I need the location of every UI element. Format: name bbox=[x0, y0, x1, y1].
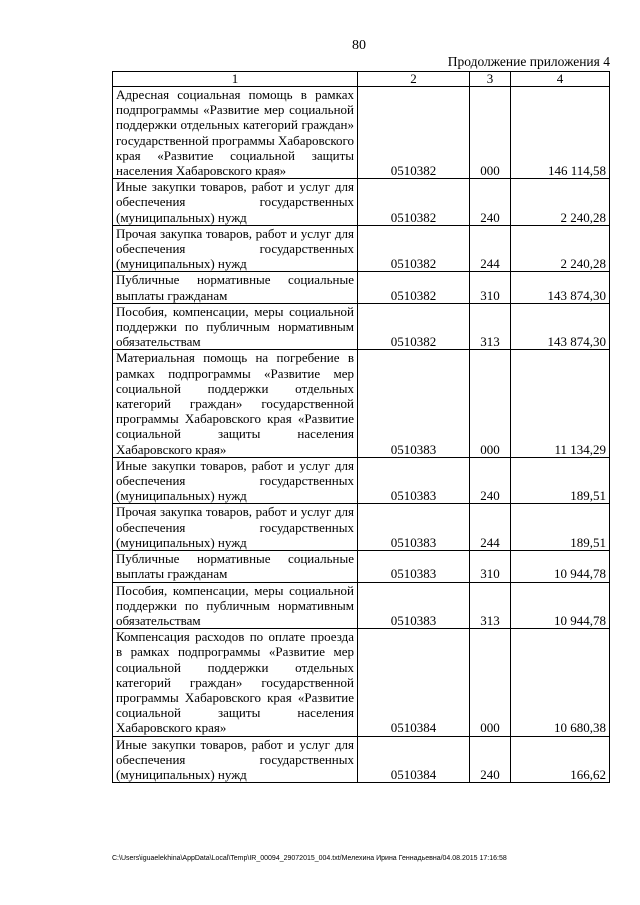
column-header-type: 3 bbox=[470, 72, 511, 87]
row-code-cell: 0510383 bbox=[358, 504, 470, 551]
page-number: 80 bbox=[352, 38, 366, 53]
row-code-cell: 0510384 bbox=[358, 736, 470, 783]
row-amount-cell: 2 240,28 bbox=[511, 225, 610, 272]
row-code-cell: 0510382 bbox=[358, 225, 470, 272]
row-code-cell: 0510383 bbox=[358, 350, 470, 457]
table-row bbox=[113, 350, 610, 457]
row-name-cell: Публичные нормативные социальные выплаты гражданам bbox=[113, 272, 358, 303]
table-row bbox=[113, 582, 610, 629]
table-row bbox=[113, 225, 610, 272]
row-name-cell: Пособия, компенсации, меры социальной поддержки по публичным нормативным обязательствам bbox=[113, 303, 358, 350]
row-type-cell: 000 bbox=[470, 350, 511, 457]
row-name-cell: Иные закупки товаров, работ и услуг для обеспечения государственных (муниципальных) нужд bbox=[113, 736, 358, 783]
row-name-cell: Прочая закупка товаров, работ и услуг для обеспечения государственных (муниципальных) нужд bbox=[113, 225, 358, 272]
row-code-cell: 0510384 bbox=[358, 629, 470, 736]
row-code-cell: 0510383 bbox=[358, 457, 470, 504]
row-name-cell: Иные закупки товаров, работ и услуг для обеспечения государственных (муниципальных) нужд bbox=[113, 179, 358, 226]
row-code-cell: 0510382 bbox=[358, 303, 470, 350]
row-type-cell: 240 bbox=[470, 736, 511, 783]
row-type-cell: 313 bbox=[470, 582, 511, 629]
row-type-cell: 000 bbox=[470, 629, 511, 736]
row-code-cell: 0510382 bbox=[358, 179, 470, 226]
row-code-cell: 0510382 bbox=[358, 272, 470, 303]
row-type-cell: 310 bbox=[470, 551, 511, 582]
column-header-amount: 4 bbox=[511, 72, 610, 87]
row-code-cell: 0510383 bbox=[358, 582, 470, 629]
row-amount-cell: 143 874,30 bbox=[511, 303, 610, 350]
row-type-cell: 244 bbox=[470, 225, 511, 272]
row-amount-cell: 10 944,78 bbox=[511, 551, 610, 582]
row-type-cell: 240 bbox=[470, 457, 511, 504]
row-amount-cell: 166,62 bbox=[511, 736, 610, 783]
row-name-cell: Иные закупки товаров, работ и услуг для обеспечения государственных (муниципальных) нужд bbox=[113, 457, 358, 504]
row-name-cell: Адресная социальная помощь в рамках подпрограммы «Развитие мер социальной поддержки отдельных категорий граждан» государственной программы Хабаровского края «Развитие социальной защиты населения Хабаровского края» bbox=[113, 87, 358, 179]
column-header-code: 2 bbox=[358, 72, 470, 87]
table-row bbox=[113, 303, 610, 350]
row-amount-cell: 11 134,29 bbox=[511, 350, 610, 457]
column-header-name: 1 bbox=[113, 72, 358, 87]
table-row bbox=[113, 551, 610, 582]
row-amount-cell: 143 874,30 bbox=[511, 272, 610, 303]
row-type-cell: 244 bbox=[470, 504, 511, 551]
row-name-cell: Материальная помощь на погребение в рамках подпрограммы «Развитие мер социальной поддержки отдельных категорий граждан» государственной программы Хабаровского края «Развитие социальной защиты населения Хабаровского края» bbox=[113, 350, 358, 457]
row-amount-cell: 189,51 bbox=[511, 504, 610, 551]
row-amount-cell: 10 944,78 bbox=[511, 582, 610, 629]
table-row bbox=[113, 736, 610, 783]
table-row bbox=[113, 629, 610, 736]
row-type-cell: 310 bbox=[470, 272, 511, 303]
row-type-cell: 000 bbox=[470, 87, 511, 179]
row-code-cell: 0510382 bbox=[358, 87, 470, 179]
table-row bbox=[113, 272, 610, 303]
table-row bbox=[113, 87, 610, 179]
budget-table bbox=[112, 71, 610, 783]
row-name-cell: Прочая закупка товаров, работ и услуг для обеспечения государственных (муниципальных) нужд bbox=[113, 504, 358, 551]
table-header-row bbox=[113, 72, 610, 87]
document-footer-path: C:\Users\iguaelekhina\AppData\Local\Temp\IR_00094_29072015_004.txt/Мелехина Ирина Геннадьевна/04.08.2015 17:16:58 bbox=[112, 855, 507, 862]
table-row bbox=[113, 179, 610, 226]
row-type-cell: 240 bbox=[470, 179, 511, 226]
row-name-cell: Публичные нормативные социальные выплаты гражданам bbox=[113, 551, 358, 582]
table-row bbox=[113, 457, 610, 504]
row-name-cell: Пособия, компенсации, меры социальной поддержки по публичным нормативным обязательствам bbox=[113, 582, 358, 629]
row-name-cell: Компенсация расходов по оплате проезда в рамках подпрограммы «Развитие мер социальной поддержки отдельных категорий граждан» государственной программы Хабаровского края «Развитие социальной защиты населения Хабаровского края» bbox=[113, 629, 358, 736]
table-row bbox=[113, 504, 610, 551]
row-amount-cell: 2 240,28 bbox=[511, 179, 610, 226]
row-amount-cell: 10 680,38 bbox=[511, 629, 610, 736]
row-code-cell: 0510383 bbox=[358, 551, 470, 582]
appendix-continuation-label: Продолжение приложения 4 bbox=[447, 54, 610, 69]
row-amount-cell: 189,51 bbox=[511, 457, 610, 504]
row-amount-cell: 146 114,58 bbox=[511, 87, 610, 179]
row-type-cell: 313 bbox=[470, 303, 511, 350]
